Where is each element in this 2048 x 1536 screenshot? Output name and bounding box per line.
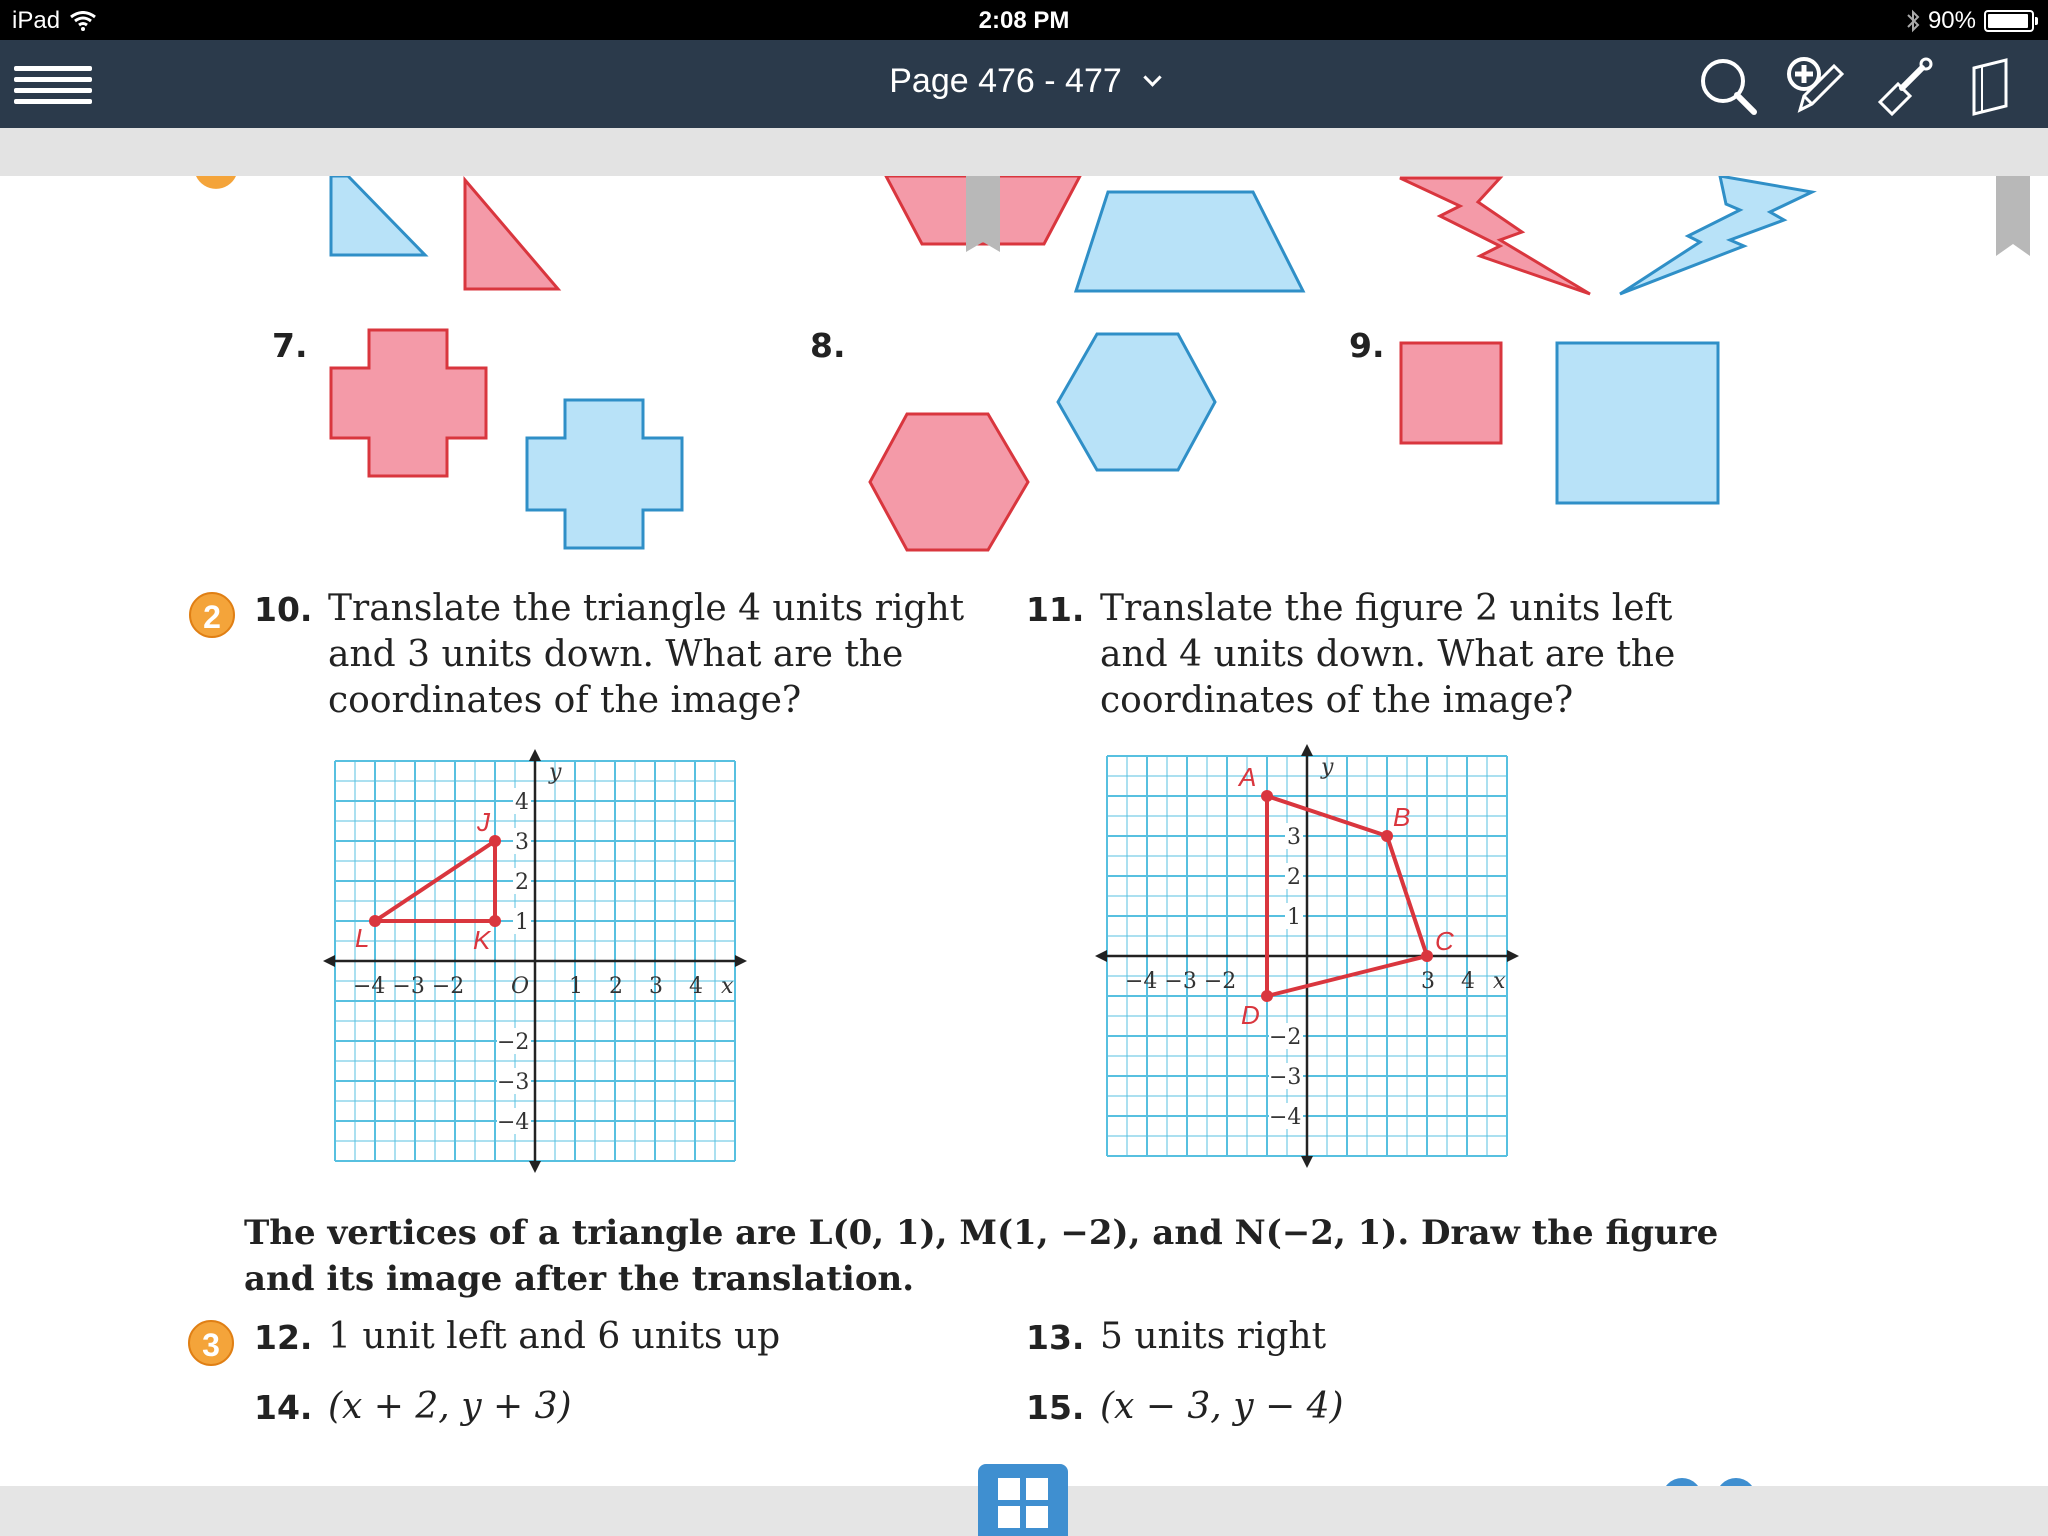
red-lightning [1400, 178, 1590, 294]
x-tick-label: 3 [649, 974, 663, 999]
vertex-label: L [355, 923, 370, 953]
level-3-badge: 3 [188, 1320, 234, 1366]
x-axis-label: x [721, 974, 734, 999]
y-axis-arrow [529, 1161, 541, 1173]
highlighter-icon[interactable] [1872, 54, 1936, 118]
x-axis-arrow [323, 955, 335, 967]
toolbar-spacer [0, 128, 2048, 176]
search-icon[interactable] [1696, 54, 1760, 118]
y-tick-label: −3 [1269, 1065, 1302, 1090]
exercise-10-number: 10. [254, 590, 313, 629]
vertex-label: A [1239, 762, 1257, 792]
exercise-15-number: 15. [1026, 1388, 1085, 1427]
page-marker [1716, 1478, 1756, 1486]
y-tick-label: −3 [497, 1070, 530, 1095]
blue-hexagon [1058, 334, 1215, 470]
y-tick-label: 1 [515, 910, 529, 935]
y-axis-label: y [549, 760, 562, 785]
exercise-14-number: 14. [254, 1388, 313, 1427]
y-axis-arrow [1301, 744, 1313, 756]
exercise-12-number: 12. [254, 1318, 313, 1357]
exercise-7-number: 7. [272, 326, 308, 365]
page-title[interactable]: Page 476 - 477 [889, 62, 1122, 100]
y-tick-label: −2 [497, 1030, 530, 1055]
status-bar [0, 0, 2048, 40]
exercise-10-graph [320, 746, 750, 1176]
y-tick-label: −4 [1269, 1105, 1302, 1130]
vertex-label: D [1241, 1000, 1260, 1030]
exercise-13-number: 13. [1026, 1318, 1085, 1357]
exercise-11-graph [1092, 741, 1522, 1171]
exercise-10-line: coordinates of the image? [328, 680, 802, 721]
red-hexagon [870, 414, 1028, 550]
instruction-line: and its image after the translation. [244, 1259, 915, 1299]
origin-label: O [511, 974, 530, 999]
y-axis-arrow [529, 749, 541, 761]
exercise-11-line: and 4 units down. What are the [1100, 634, 1676, 675]
nav-bar [0, 40, 2048, 128]
battery-icon [1984, 10, 2034, 32]
vertex-label: K [473, 925, 491, 955]
blue-square [1557, 343, 1718, 503]
blue-triangle [331, 176, 425, 255]
x-tick-labels: −4 −3 −2 [1125, 969, 1237, 994]
chevron-down-icon[interactable] [1143, 68, 1161, 86]
exercise-11-text [1100, 586, 1675, 724]
exercise-11-line: Translate the figure 2 units left [1100, 588, 1673, 629]
blue-lightning [1620, 176, 1812, 294]
vertex-point [489, 915, 501, 927]
x-tick-label: 2 [609, 974, 623, 999]
bluetooth-icon [1906, 9, 1920, 33]
exercise-10-line: Translate the triangle 4 units right [328, 588, 965, 629]
x-axis-arrow [1095, 950, 1107, 962]
thumbnail-grid-button[interactable] [978, 1464, 1068, 1536]
wifi-icon [70, 11, 96, 31]
vertex-point [1421, 950, 1433, 962]
y-tick-label: −2 [1269, 1025, 1302, 1050]
y-tick-label: 2 [515, 870, 529, 895]
grid-icon [1026, 1506, 1048, 1528]
y-tick-label: 2 [1287, 865, 1301, 890]
instruction-line: The vertices of a triangle are L(0, 1), M(1, −2), and N(−2, 1). Draw the figure [244, 1213, 1719, 1253]
vertex-point [369, 915, 381, 927]
badge-partial [196, 176, 236, 189]
instruction-text [244, 1210, 1718, 1302]
blue-trapezoid [1076, 192, 1303, 291]
vertex-label: J [477, 807, 490, 837]
notebook-icon[interactable] [1960, 54, 2024, 118]
vertex-label: B [1393, 802, 1411, 832]
vertex-point [1381, 830, 1393, 842]
exercise-9-number: 9. [1349, 326, 1385, 365]
add-note-icon[interactable] [1784, 54, 1848, 118]
x-tick-labels: −4 −3 −2 [353, 974, 465, 999]
page-marker [1662, 1478, 1702, 1486]
vertex-point [1261, 790, 1273, 802]
x-axis-label: x [1493, 969, 1506, 994]
y-tick-label: 1 [1287, 905, 1301, 930]
exercise-12-text: 1 unit left and 6 units up [328, 1316, 781, 1357]
hamburger-icon[interactable] [14, 66, 94, 106]
bookmark-icon[interactable] [1996, 176, 2030, 256]
exercise-10-line: and 3 units down. What are the [328, 634, 904, 675]
exercise-10-text [328, 586, 964, 724]
battery-percent: 90% [1927, 7, 1976, 34]
device-label: iPad [12, 7, 61, 34]
vertex-point [1261, 990, 1273, 1002]
shapes-row [0, 176, 2048, 596]
y-tick-label: −4 [497, 1110, 530, 1135]
exercise-11-number: 11. [1026, 590, 1085, 629]
x-tick-label: 4 [1461, 969, 1475, 994]
level-2-badge: 2 [189, 592, 235, 638]
exercise-11-line: coordinates of the image? [1100, 680, 1574, 721]
textbook-page [0, 176, 2048, 1486]
red-square [1401, 343, 1501, 443]
red-triangle [465, 180, 558, 289]
x-tick-label: 3 [1421, 969, 1435, 994]
blue-cross [527, 400, 682, 548]
x-axis-arrow [735, 955, 747, 967]
exercise-14-text: (x + 2, y + 3) [328, 1386, 572, 1427]
y-axis-label: y [1321, 755, 1334, 780]
exercise-8-number: 8. [810, 326, 846, 365]
x-tick-label: 1 [569, 974, 583, 999]
red-cross [331, 330, 486, 476]
exercise-13-text: 5 units right [1100, 1316, 1327, 1357]
y-tick-label: 4 [515, 790, 529, 815]
vertex-point [489, 835, 501, 847]
y-axis-arrow [1301, 1156, 1313, 1168]
bookmark-icon[interactable] [966, 176, 1000, 252]
status-time: 2:08 PM [978, 7, 1070, 34]
x-tick-label: 4 [689, 974, 703, 999]
y-tick-label: 3 [515, 830, 529, 855]
x-axis-arrow [1507, 950, 1519, 962]
y-tick-label: 3 [1287, 825, 1301, 850]
exercise-15-text: (x − 3, y − 4) [1100, 1386, 1344, 1427]
grid-icon [998, 1506, 1020, 1528]
grid-icon [1026, 1478, 1048, 1500]
vertex-label: C [1435, 926, 1454, 956]
grid-icon [998, 1478, 1020, 1500]
